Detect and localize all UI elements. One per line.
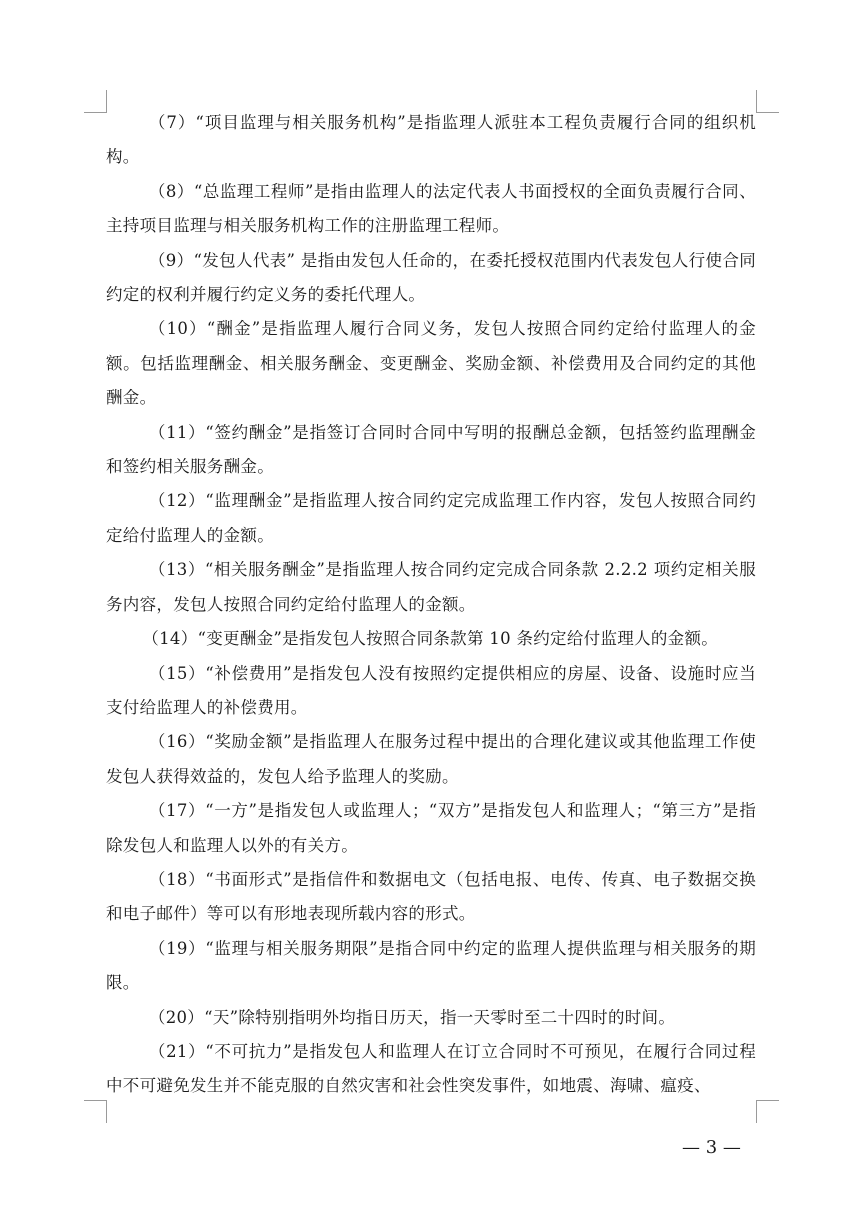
page-number-dash-left: —: [682, 1137, 700, 1158]
page-number-dash-right: —: [722, 1137, 741, 1158]
crop-mark-top-right: [756, 90, 779, 113]
definition-paragraph-12: （12）“监理酬金”是指监理人按合同约定完成监理工作内容，发包人按照合同约定给付监理人的金额。: [106, 491, 756, 545]
definition-paragraph-20: （20）“天”除特别指明外均指日历天，指一天零时至二十四时的时间。: [148, 1007, 676, 1027]
definition-paragraph-8: （8）“总监理工程师”是指由监理人的法定代表人书面授权的全面负责履行合同、主持项目监理与相关服务机构工作的注册监理工程师。: [106, 181, 756, 236]
definition-paragraph-14: （14）“变更酬金”是指发包人按照合同条款第 10 条约定给付监理人的金额。: [142, 629, 719, 649]
page-number: [682, 1136, 741, 1160]
definition-paragraph-9: （9）“发包人代表” 是指由发包人任命的，在委托授权范围内代表发包人行使合同约定的权利并履行约定义务的委托代理人。: [106, 250, 756, 305]
definition-paragraph-13: （13）“相关服务酬金”是指监理人按合同约定完成合同条款 2.2.2 项约定相关服务内容，发包人按照合同约定给付监理人的金额。: [106, 560, 756, 614]
definition-paragraph-11: （11）“签约酬金”是指签订合同时合同中写明的报酬总金额，包括签约监理酬金和签约相关服务酬金。: [106, 422, 756, 477]
definition-paragraph-15: （15）“补偿费用”是指发包人没有按照约定提供相应的房屋、设备、设施时应当支付给监理人的补偿费用。: [106, 663, 756, 717]
page-number-value: 3: [705, 1137, 718, 1158]
definition-paragraph-7: （7）“项目监理与相关服务机构”是指监理人派驻本工程负责履行合同的组织机构。: [106, 113, 756, 167]
definition-paragraph-21: （21）“不可抗力”是指发包人和监理人在订立合同时不可预见，在履行合同过程中不可避免发生并不能克服的自然灾害和社会性突发事件，如地震、海啸、瘟疫、: [106, 1041, 756, 1096]
definition-paragraph-18: （18）“书面形式”是指信件和数据电文（包括电报、电传、传真、电子数据交换和电子邮件）等可以有形地表现所载内容的形式。: [106, 869, 756, 924]
definition-paragraph-19: （19）“监理与相关服务期限”是指合同中约定的监理人提供监理与相关服务的期限。: [106, 938, 756, 993]
definition-paragraph-16: （16）“奖励金额”是指监理人在服务过程中提出的合理化建议或其他监理工作使发包人获得效益的，发包人给予监理人的奖励。: [106, 732, 756, 786]
crop-mark-bottom-right: [756, 1100, 779, 1123]
definition-paragraph-10: （10）“酬金”是指监理人履行合同义务，发包人按照合同约定给付监理人的金额。包括监理酬金、相关服务酬金、变更酬金、奖励金额、补偿费用及合同约定的其他酬金。: [106, 319, 756, 408]
crop-mark-bottom-left: [84, 1100, 107, 1123]
document-body: [106, 106, 756, 1104]
crop-mark-top-left: [84, 90, 107, 113]
definition-paragraph-17: （17）“一方”是指发包人或监理人；“双方”是指发包人和监理人；“第三方”是指除发包人和监理人以外的有关方。: [106, 801, 756, 855]
